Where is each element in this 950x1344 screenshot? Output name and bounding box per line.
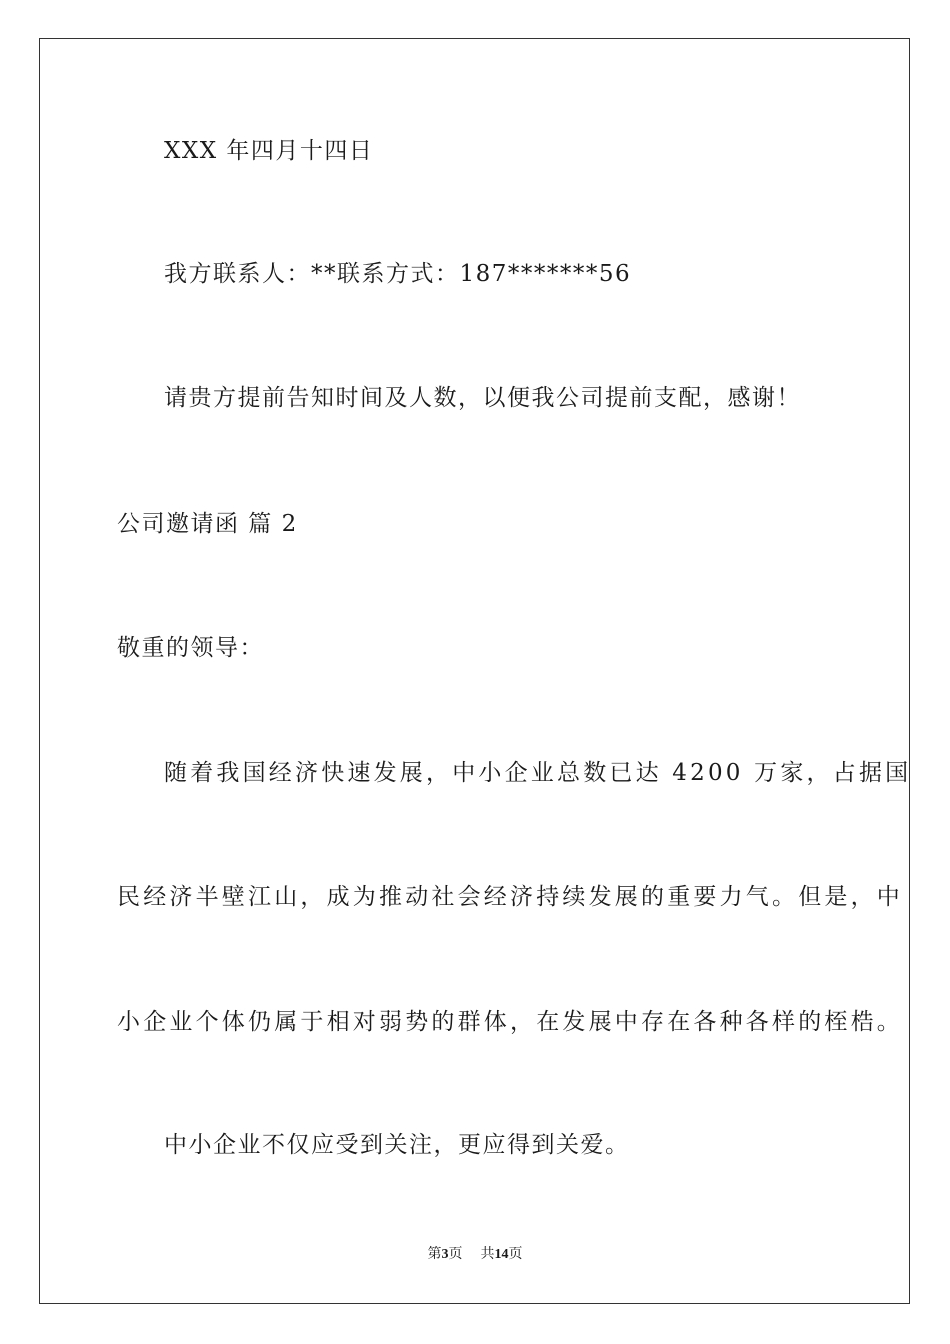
date-line: XXX 年四月十四日: [164, 138, 374, 164]
contact-line: 我方联系人：**联系方式：187*******56: [164, 261, 632, 287]
page-prefix: 第: [427, 1247, 442, 1262]
total-suffix: 页: [508, 1247, 523, 1262]
page-suffix: 页: [448, 1247, 463, 1262]
paragraph-line-1: 随着我国经济快速发展，中小企业总数已达 4200 万家，占据国: [164, 760, 912, 786]
paragraph-line-3: 小企业个体仍属于相对弱势的群体，在发展中存在各种各样的桎梏。: [117, 1009, 903, 1035]
request-line: 请贵方提前告知时间及人数，以便我公司提前支配，感谢！: [164, 385, 801, 411]
page-number: 3: [441, 1247, 449, 1262]
salutation: 敬重的领导：: [117, 635, 264, 661]
page-footer: [0, 1246, 950, 1264]
paragraph-line-2: 民经济半壁江山，成为推动社会经济持续发展的重要力气。但是，中: [117, 884, 903, 910]
total-prefix: 共: [480, 1247, 495, 1262]
total-pages: 14: [494, 1247, 509, 1262]
section-heading: 公司邀请函 篇 2: [117, 511, 298, 537]
page-frame: [39, 38, 910, 1304]
paragraph-line-4: 中小企业不仅应受到关注，更应得到关爱。: [164, 1132, 630, 1158]
